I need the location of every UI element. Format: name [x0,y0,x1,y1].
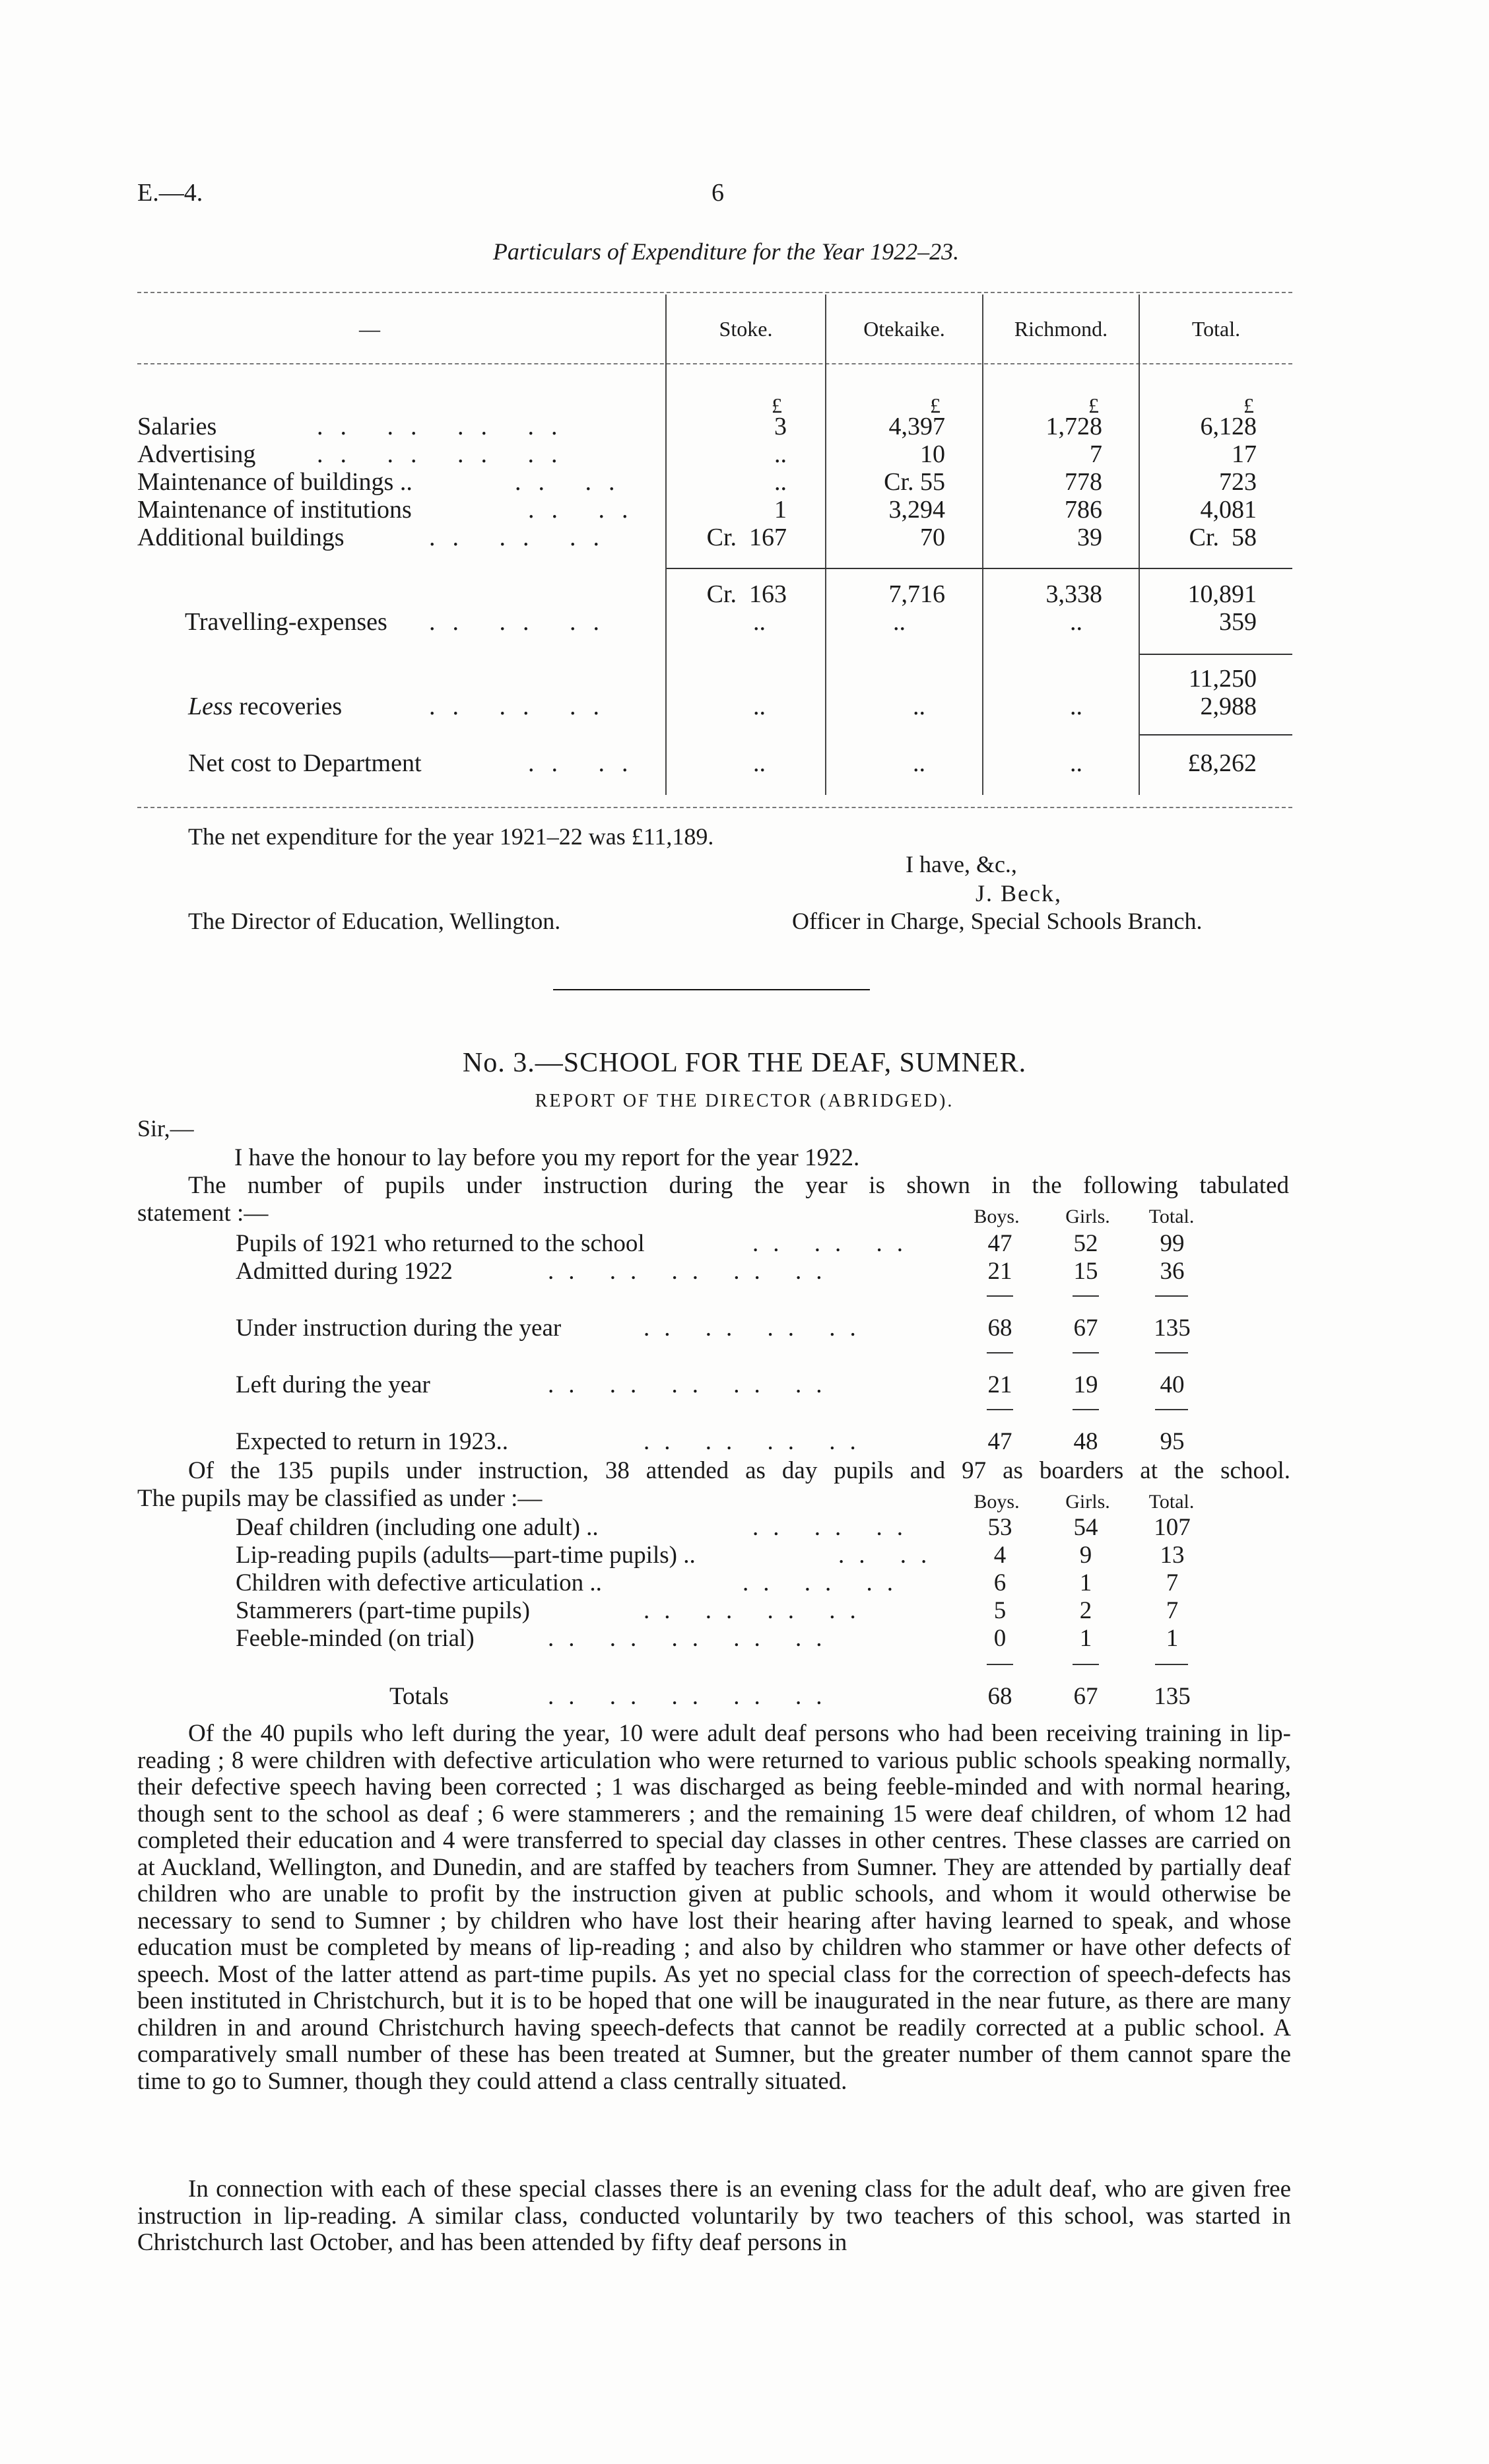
closing-phrase: I have, &c., [906,851,1017,877]
sum-rule [1155,1664,1188,1665]
leader-dots: .. .. [528,496,645,524]
table-row-label: Under instruction during the year [236,1315,562,1342]
cell: 5 [993,1597,1007,1624]
leader-dots: .. .. .. .. .. [548,1258,837,1285]
leader-dots: .. .. .. [743,1569,908,1596]
cell: 1 [1079,1625,1092,1652]
table-row-label: Expected to return in 1923.. [236,1428,509,1455]
cell: 53 [987,1514,1012,1541]
cell: 21 [987,1371,1012,1398]
salutation: Sir,— [137,1115,194,1142]
cell: 3,294 [888,496,945,524]
cell: 52 [1073,1230,1098,1257]
leader-dots: .. .. .. [752,1514,917,1541]
row-label: Additional buildings [137,524,345,551]
table-row-label: Children with defective articulation .. [236,1569,602,1596]
signature-name: J. Beck, [976,880,1062,907]
cell: 7 [1090,440,1102,468]
cell: 1 [1079,1569,1092,1596]
col-header-boys: Boys. [974,1491,1020,1513]
currency-symbol: £ [772,394,782,417]
column-header-total: Total. [1191,317,1241,341]
leader-dots: .. .. .. .. [317,440,575,468]
cell: 3,338 [1045,580,1102,608]
cell: 99 [1160,1230,1185,1257]
table-row-label: Admitted during 1922 [236,1258,453,1285]
col-header-total: Total. [1148,1206,1195,1227]
signature-title: Officer in Charge, Special Schools Branch. [792,908,1203,934]
cell: 47 [987,1230,1012,1257]
cell: 54 [1073,1514,1098,1541]
cell: 135 [1154,1315,1191,1342]
sum-rule [1073,1352,1099,1353]
cell: 4,081 [1200,496,1257,524]
cell: 4,397 [888,413,945,440]
leader-dots: .. .. .. .. [644,1315,871,1342]
gross-total: 11,250 [1188,665,1257,693]
cell: Cr. 167 [706,524,787,551]
cell: 1 [774,496,787,524]
cell: 1 [1166,1625,1179,1652]
table-top-rule [137,292,1292,293]
cell: 9 [1079,1542,1092,1569]
cell: 21 [987,1258,1012,1285]
net-rule [1140,734,1292,736]
cell: 359 [1219,608,1257,636]
leader-dots: .. .. .. .. [644,1597,871,1624]
cell: 36 [1160,1258,1185,1285]
table1-intro-end: statement :— [137,1200,269,1227]
leader-dots: .. .. [838,1542,942,1569]
table-bottom-rule [137,807,1292,808]
table-row-label: Deaf children (including one adult) .. [236,1514,599,1541]
cell: 7 [1166,1597,1179,1624]
cell: 15 [1073,1258,1098,1285]
cell: 7,716 [888,580,945,608]
sum-rule [987,1409,1013,1410]
net-previous-year: The net expenditure for the year 1921–22 was £11,189. [188,823,714,850]
sum-rule [1073,1664,1099,1665]
cell: 778 [1065,468,1102,496]
row-label: Travelling-expenses [185,608,387,636]
sum-rule [1155,1295,1188,1297]
currency-symbol: £ [930,394,941,417]
cell: 95 [1160,1428,1185,1455]
leader-dots: .. .. [528,749,645,777]
cell: 10,891 [1187,580,1257,608]
currency-symbol: £ [1088,394,1099,417]
column-header-richmond: Richmond. [1014,317,1108,341]
col-header-girls: Girls. [1065,1206,1110,1227]
recoveries-label: recoveries [232,693,343,720]
leader-dots: .. .. [515,468,632,496]
sum-rule [1073,1409,1099,1410]
cell: .. [1070,749,1082,777]
currency-symbol: £ [1243,394,1254,417]
report-heading: No. 3.—SCHOOL FOR THE DEAF, SUMNER. [462,1048,1027,1078]
col-header-girls: Girls. [1065,1491,1110,1513]
row-label: Salaries [137,413,217,440]
sum-rule [1155,1409,1188,1410]
sum-rule [987,1664,1013,1665]
row-label: Advertising [137,440,256,468]
cell: 4 [993,1542,1007,1569]
leader-dots: .. .. .. .. .. [548,1371,837,1398]
cell: 0 [993,1625,1007,1652]
paragraph: Of the 40 pupils who left during the year, 10 were adult deaf persons who had been receiving training in lip-reading ; 8 were children with defective articulation who were returned to various public schools speaking normally, their defective speech having been corrected ; 1 was discharged as being feeble-minded and with normal hearing, though sent to the school as deaf ; 6 were stammerers ; and the remaining 15 were deaf children, of whom 12 had completed their education and 4 were transferred to special day classes in other centres. These classes are carried on at Auckland, Wellington, and Dunedin, and are staffed by teachers from Sumner. They are attended by partially deaf children who are unable to profit by the instruction given at public schools, and whom it would otherwise be necessary to send to Sumner ; by children who have lost their hearing after having learned to speak, and whose education must be completed by means of lip-reading ; and also by children who stammer or have other defects of speech. Most of the latter attend as part-time pupils. As yet no special class for the correction of speech-defects has been instituted in Christchurch, but it is to be hoped that one will be inaugurated in the near future, as there are many children in and around Christchurch having speech-defects that cannot be readily corrected at a public school. A comparatively small number of these has been treated at Sumner, but the greater number of them cannot spare the time to go to Sumner, though they could attend a class centrally situated. [137,1720,1291,2095]
paragraph: In connection with each of these special classes there is an evening class for the adult deaf, who are given free instruction in lip-reading. A similar class, conducted voluntarily by two teachers of this school, was started in Christchurch last October, and has been attended by fifty deaf persons in [137,2175,1291,2256]
leader-dots: .. .. .. .. [317,413,575,440]
cell: 10 [920,440,945,468]
cell: 70 [920,524,945,551]
cell: .. [913,693,925,720]
cell: .. [774,468,787,496]
cell: 47 [987,1428,1012,1455]
cell: 67 [1073,1683,1098,1710]
column-header-stoke: Stoke. [719,317,773,341]
cell: 2,988 [1200,693,1257,720]
sum-rule [1155,1352,1188,1353]
table-row-label: Stammerers (part-time pupils) [236,1597,530,1624]
leader-dots: .. .. .. [429,693,616,720]
table2-intro-end: The pupils may be classified as under :— [137,1485,543,1512]
cell: 68 [987,1683,1012,1710]
cell: Cr. 58 [1189,524,1257,551]
cell: 2 [1079,1597,1092,1624]
cell: 723 [1219,468,1257,496]
table-row-label: Lip-reading pupils (adults—part-time pupils) .. [236,1542,696,1569]
cell: 786 [1065,496,1102,524]
cell: 135 [1154,1683,1191,1710]
cell: 67 [1073,1315,1098,1342]
cell: 39 [1077,524,1102,551]
col-header-total: Total. [1148,1491,1195,1513]
cell: Cr. 55 [884,468,945,496]
cell: .. [753,608,766,636]
leader-dots: .. .. .. [752,1230,917,1257]
cell: 107 [1154,1514,1191,1541]
row-label: Net cost to Department [188,749,422,777]
column-header-otekaike: Otekaike. [863,317,945,341]
table2-intro: Of the 135 pupils under instruction, 38 attended as day pupils and 97 as boarders at the school. [188,1457,1290,1484]
net-total: £8,262 [1187,749,1257,777]
report-subheading: REPORT OF THE DIRECTOR (ABRIDGED). [535,1091,954,1111]
cell: .. [1070,693,1082,720]
expenditure-title: Particulars of Expenditure for the Year 1922–23. [492,238,960,265]
table-row-label: Pupils of 1921 who returned to the school [236,1230,645,1257]
row-label: Maintenance of institutions [137,496,412,524]
cell: 1,728 [1045,413,1102,440]
table-row-label: Left during the year [236,1371,430,1398]
table-row-label: Feeble-minded (on trial) [236,1625,475,1652]
corner-dash: — [359,317,380,341]
totals-label: Totals [389,1683,449,1710]
cell: 6 [993,1569,1007,1596]
report-ref: E.—4. [137,179,203,207]
cell: 48 [1073,1428,1098,1455]
cell: .. [913,749,925,777]
addressee: The Director of Education, Wellington. [188,908,561,934]
cell: 6,128 [1200,413,1257,440]
cell: .. [1070,608,1082,636]
page-number: 6 [711,179,724,207]
cell: 40 [1160,1371,1185,1398]
cell: 68 [987,1315,1012,1342]
row-label [188,692,342,721]
sum-rule [987,1295,1013,1297]
total-rule [1140,654,1292,655]
table1-intro: The number of pupils under instruction during the year is shown in the following tabulated [188,1172,1289,1199]
cell: .. [774,440,787,468]
sum-rule [987,1352,1013,1353]
less-label: Less [188,693,233,720]
subtotal-rule [667,568,1292,569]
cell: 13 [1160,1542,1185,1569]
section-separator [553,989,870,990]
sum-rule [1073,1295,1099,1297]
intro-text: I have the honour to lay before you my report for the year 1922. [234,1144,860,1171]
cell: 3 [774,413,787,440]
cell: 17 [1232,440,1257,468]
leader-dots: .. .. .. [429,608,616,636]
leader-dots: .. .. .. .. [644,1428,871,1455]
cell: Cr. 163 [706,580,787,608]
leader-dots: .. .. .. .. .. [548,1625,837,1652]
row-label: Maintenance of buildings .. [137,468,413,496]
header-bottom-rule [137,363,1292,364]
leader-dots: .. .. .. .. .. [548,1683,837,1710]
cell: 7 [1166,1569,1179,1596]
cell: 19 [1073,1371,1098,1398]
leader-dots: .. .. .. [429,524,616,551]
cell: .. [753,693,766,720]
cell: .. [753,749,766,777]
col-header-boys: Boys. [974,1206,1020,1227]
cell: .. [893,608,906,636]
